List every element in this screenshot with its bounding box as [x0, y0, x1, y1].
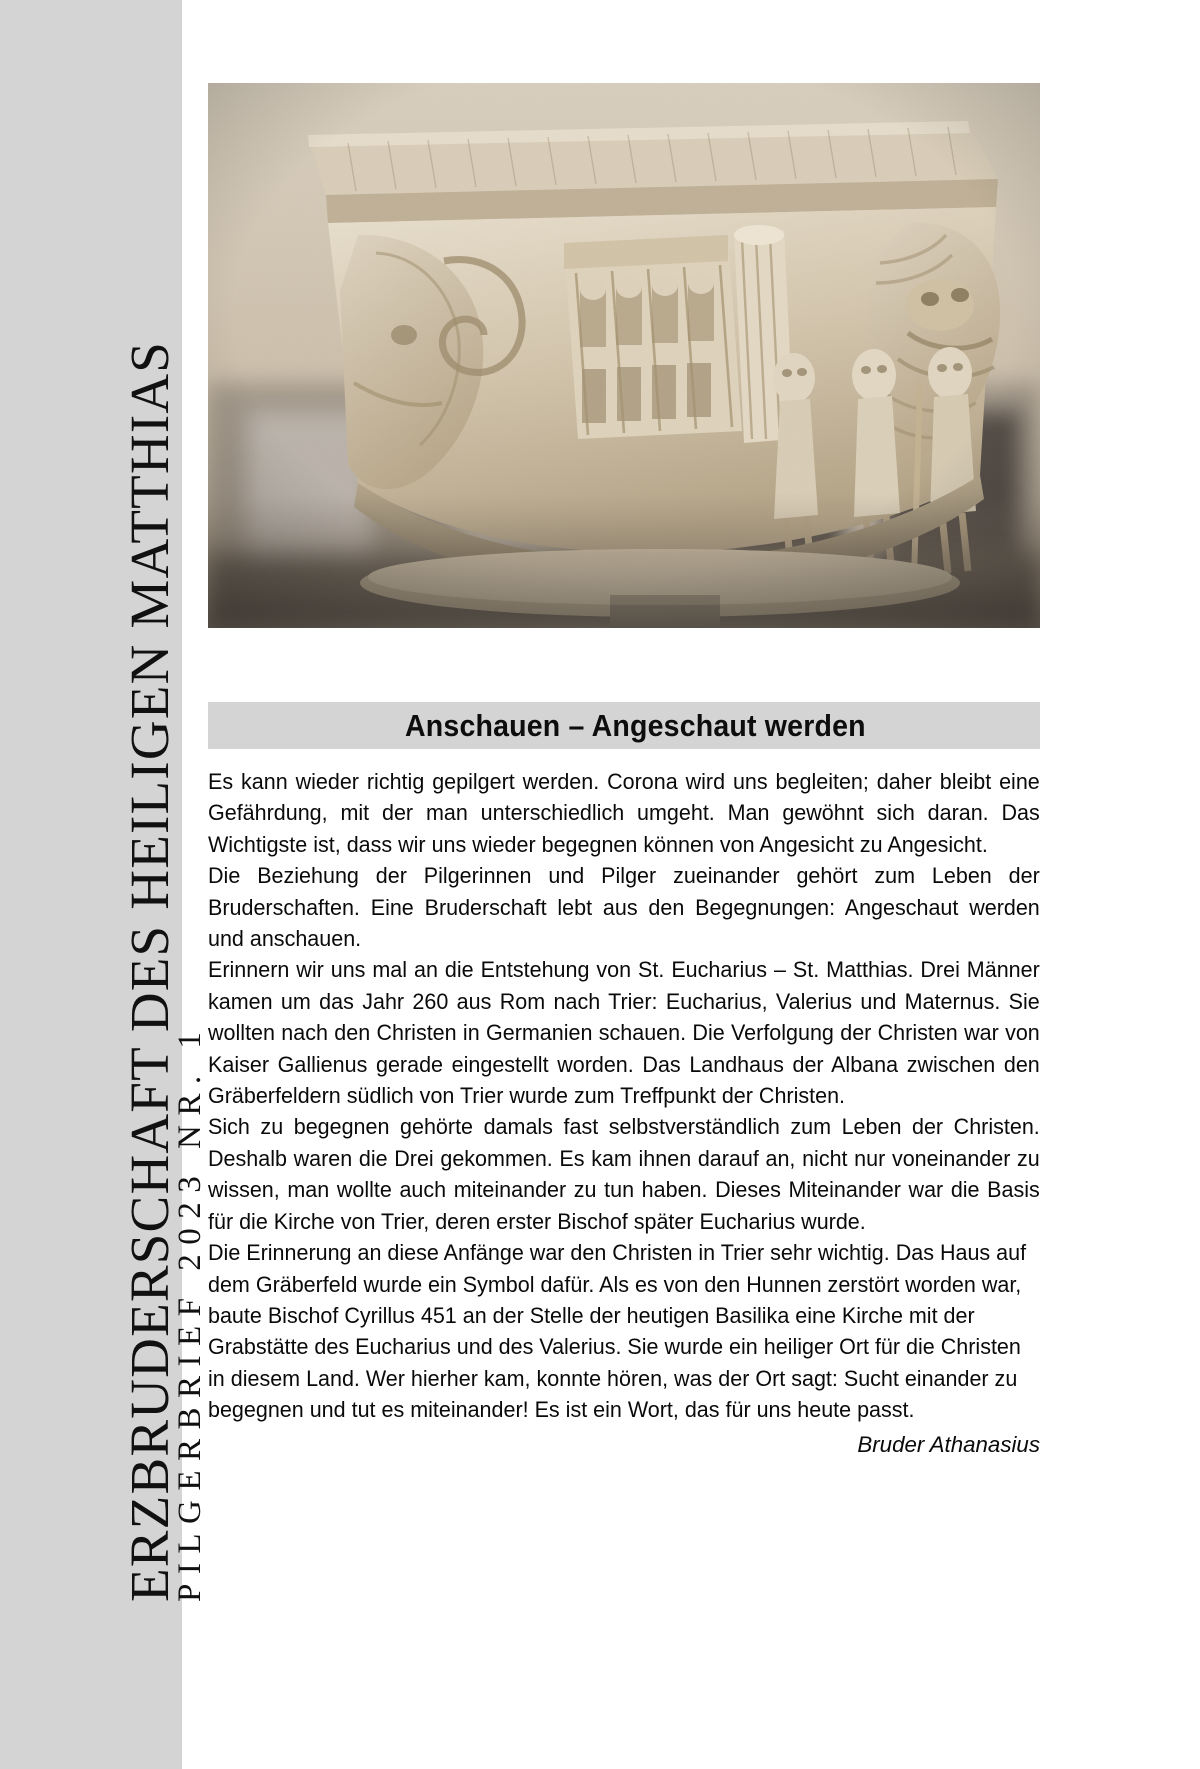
- masthead-sidebar: [0, 0, 208, 1769]
- article-photo: [208, 83, 1040, 628]
- article-paragraph: Es kann wieder richtig gepilgert werden. Corona wird uns begleiten; daher bleibt eine Gefährdung, mit der man unterschiedlich umgeht. Man gewöhnt sich daran. Das Wichtigste ist, dass wir uns wieder begegnen können von Angesicht zu Angesicht.: [208, 769, 1040, 857]
- masthead-subtitle: PILGERBRIEF 2023 NR. 1: [172, 1022, 208, 1602]
- masthead-title: ERZBRUDERSCHAFT DES HEILIGEN MATTHIAS: [119, 340, 180, 1602]
- article-body: [208, 766, 1040, 1426]
- article-paragraph: Erinnern wir uns mal an die Entstehung von St. Eucharius – St. Matthias. Drei Männer kamen um das Jahr 260 aus Rom nach Trier: Eucharius, Valerius und Maternus. Sie wollten nach den Christen in Germanien schauen. Die Verfolgung der Christen war von Kaiser Gallienus gerade eingestellt worden. Das Landhaus der Albana zwischen den Gräberfeldern südlich von Trier wurde zum Treffpunkt der Christen.: [208, 957, 1040, 1109]
- article-headline-band: [208, 702, 1040, 749]
- photo-image: [208, 83, 1040, 628]
- article-signature: Bruder Athanasius: [857, 1432, 1040, 1457]
- article-paragraph: Sich zu begegnen gehörte damals fast selbstverständlich zum Leben der Christen. Deshalb waren die Drei gekommen. Es kam ihnen darauf an, nicht nur voneinander zu wissen, man wollte auch miteinander zu tun haben. Dieses Miteinander war die Basis für die Kirche von Trier, deren erster Bischof später Eucharius wurde.: [208, 1114, 1040, 1234]
- article-headline: Anschauen – Angeschaut werden: [404, 707, 866, 743]
- article-paragraph: Die Beziehung der Pilgerinnen und Pilger zueinander gehört zum Leben der Bruderschaften. Eine Bruderschaft lebt aus den Begegnungen: Angeschaut werden und anschauen.: [208, 863, 1040, 952]
- content-column: [208, 0, 1040, 1769]
- article-paragraph: Die Erinnerung an diese Anfänge war den Christen in Trier sehr wichtig. Das Haus auf dem Gräberfeld wurde ein Symbol dafür. Als es von den Hunnen zerstört worden war, baute Bischof Cyrillus 451 an der Stelle der heutigen Basilika eine Kirche mit der Grabstätte des Eucharius und des Valerius. Sie wurde ein heiliger Ort für die Christen in diesem Land. Wer hierher kam, konnte hören, was der Ort sagt: Sucht einander zu begegnen und tut es miteinander! Es ist ein Wort, das für uns heute passt.: [208, 1240, 1027, 1423]
- capital-sculpture-illustration: [208, 83, 1040, 628]
- masthead-vertical-stack: [0, 0, 208, 1769]
